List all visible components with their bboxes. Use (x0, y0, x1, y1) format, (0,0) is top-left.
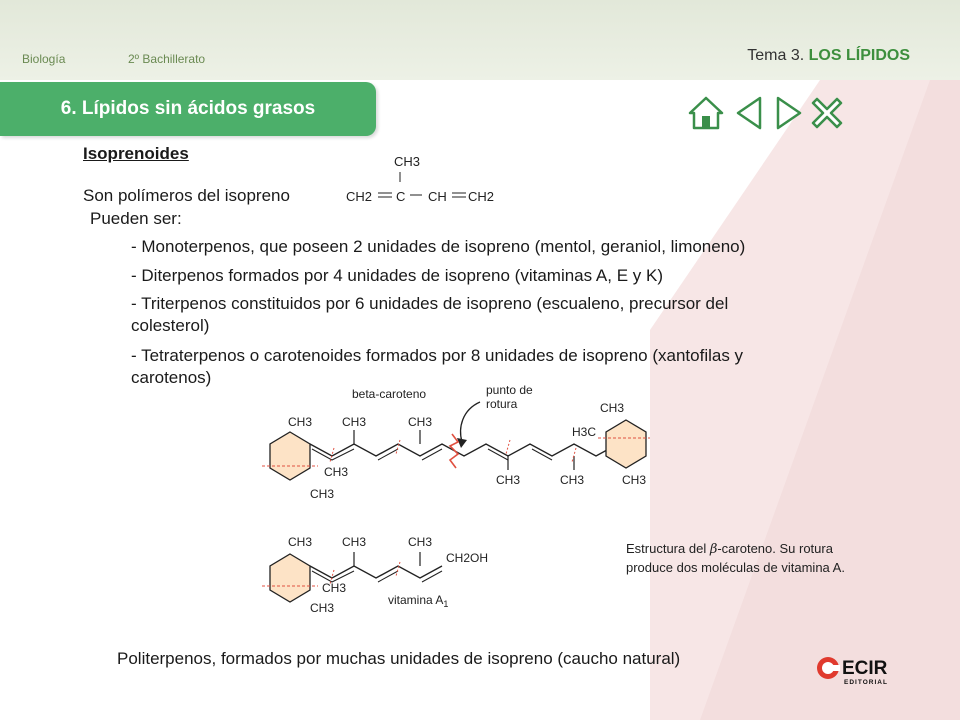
pueden-text: Pueden ser: (90, 209, 182, 228)
methyl-label: CH3 (408, 535, 433, 549)
isoprene-ch: CH (428, 189, 447, 204)
methyl-label: CH3 (342, 415, 367, 429)
list-item: carotenos) (131, 368, 212, 387)
methyl-label: CH3 (324, 465, 349, 479)
ch2oh-label: CH2OH (446, 551, 489, 565)
logo-subtext: EDITORIAL (844, 679, 888, 686)
logo-text: ECIR (842, 658, 888, 679)
vitamin-a-label: vitamina $A_1$ (388, 593, 449, 609)
list-item: - Diterpenos formados por 4 unidades de isopreno (vitaminas A, E y K) (131, 266, 663, 285)
methyl-label: CH3 (408, 415, 433, 429)
intro-text: Son polímeros del isopreno (83, 186, 290, 205)
politerpenos-text: Politerpenos, formados por muchas unidades de isopreno (caucho natural) (117, 649, 681, 668)
methyl-label: CH3 (288, 415, 313, 429)
home-icon[interactable] (688, 96, 724, 130)
isoprene-ch3: CH3 (394, 154, 421, 169)
methyl-label: CH3 (560, 473, 585, 487)
list-item: - Monoterpenos, que poseen 2 unidades de isopreno (mentol, geraniol, limoneno) (131, 237, 746, 256)
methyl-label: CH3 (600, 401, 625, 415)
list-item: - Triterpenos constituidos por 6 unidades de isopreno (escualeno, precursor del (131, 294, 729, 313)
list-item: - Tetraterpenos o carotenoides formados por 8 unidades de isopreno (xantofilas y (131, 346, 744, 365)
course-label: 2º Bachillerato (128, 52, 206, 66)
isoprene-ch2-right: CH2 (468, 189, 495, 204)
beta-carotene-figure (262, 380, 650, 620)
theme-name: LOS LÍPIDOS (808, 47, 910, 64)
x-close-icon[interactable] (810, 96, 844, 130)
section-heading: Isoprenoides (83, 144, 189, 163)
rotura-label: rotura (486, 397, 518, 411)
theme-prefix: Tema 3. (747, 47, 805, 64)
h3c-label: H3C (572, 425, 597, 439)
methyl-label: CH3 (288, 535, 313, 549)
subject-label: Biología (22, 52, 66, 66)
ecir-logo (814, 650, 904, 686)
isoprene-ch2-left: CH2 (346, 189, 373, 204)
beta-carotene-label: beta-caroteno (352, 387, 427, 401)
methyl-label: CH3 (622, 473, 647, 487)
beta-symbol: β (709, 542, 718, 557)
methyl-label: CH3 (496, 473, 521, 487)
isoprene-c: C (396, 189, 406, 204)
triangle-right-icon[interactable] (774, 96, 804, 130)
methyl-label: CH3 (322, 581, 347, 595)
triangle-left-icon[interactable] (734, 96, 764, 130)
isoprene-formula (340, 150, 510, 212)
figure-caption: Estructura del β-caroteno. Su rotura produce dos moléculas de vitamina A. (626, 541, 845, 575)
methyl-label: CH3 (342, 535, 367, 549)
list-item: colesterol) (131, 316, 210, 335)
methyl-label: CH3 (310, 487, 335, 501)
punto-label: punto de (486, 383, 533, 397)
section-title: 6. Lípidos sin ácidos grasos (0, 82, 376, 136)
methyl-label: CH3 (310, 601, 335, 615)
